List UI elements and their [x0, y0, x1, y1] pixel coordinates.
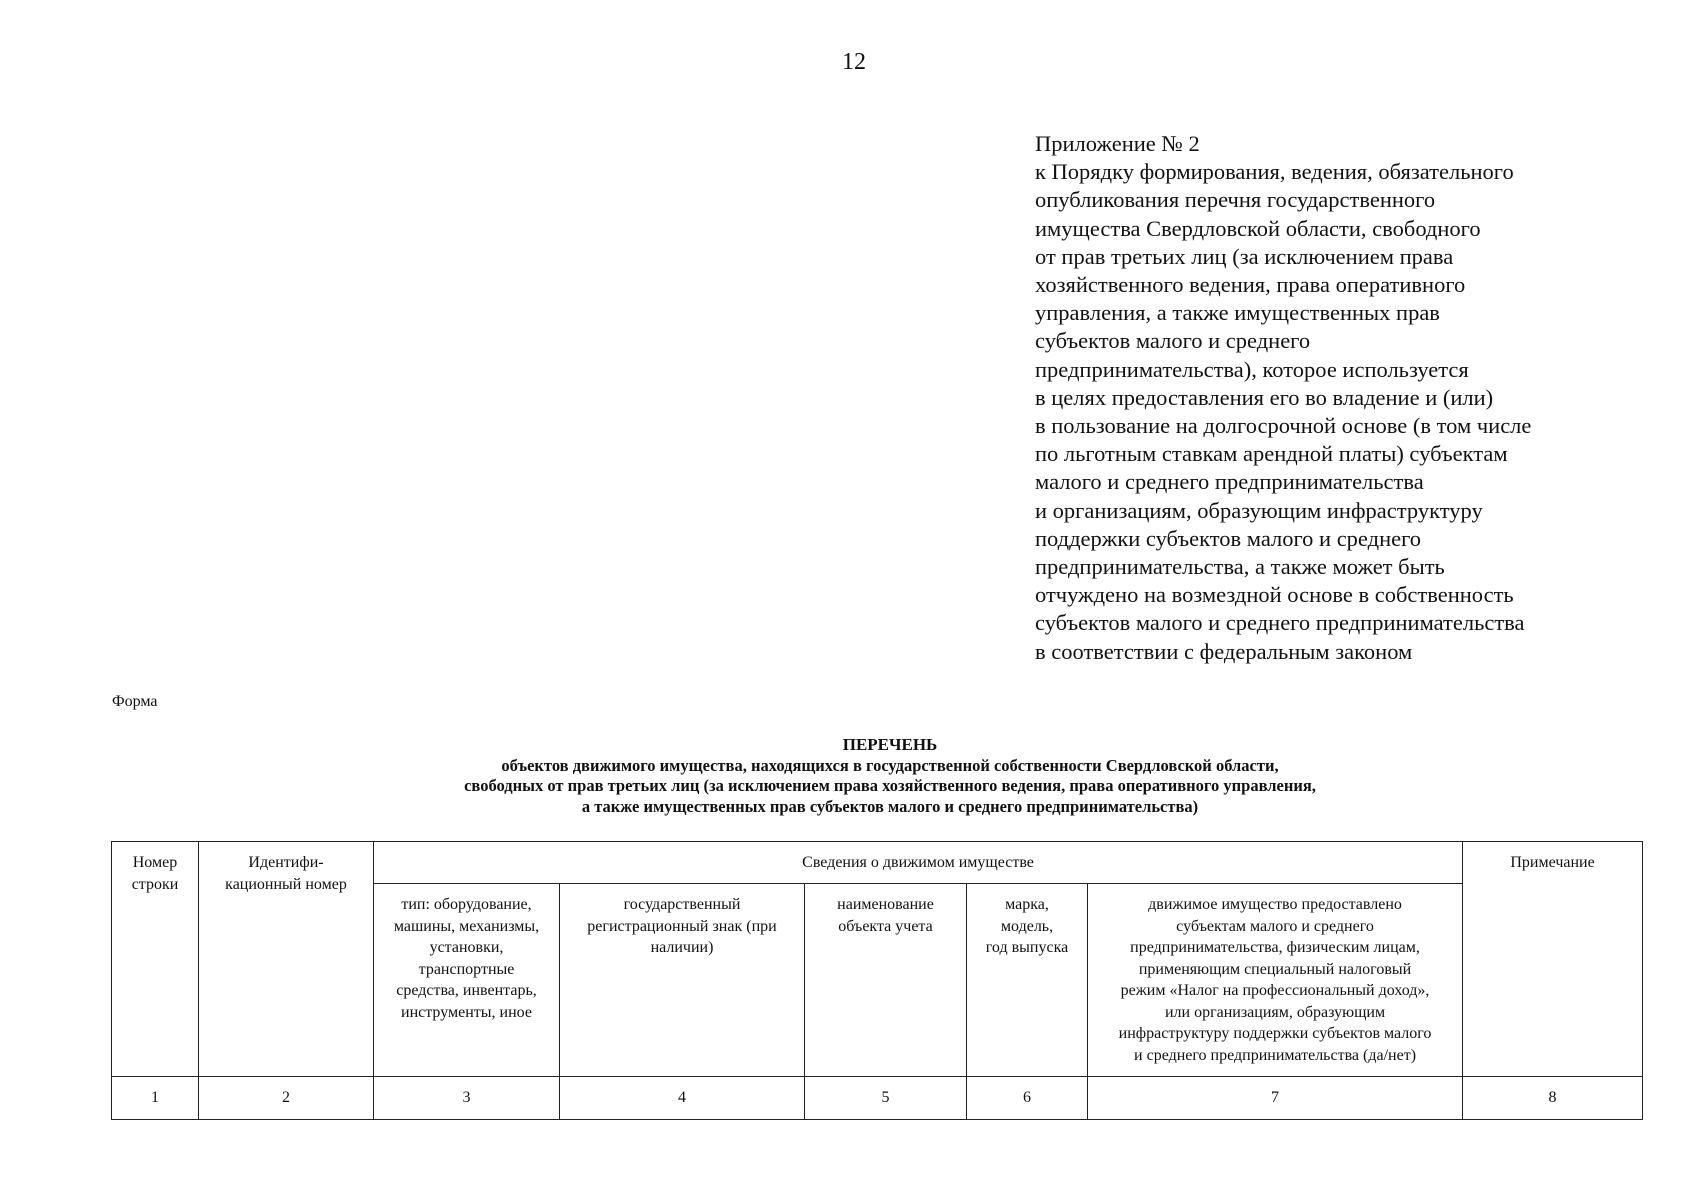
appendix-line: предпринимательства, а также может быть: [1035, 554, 1445, 580]
appendix-line: отчуждено на возмездной основе в собственность: [1035, 582, 1514, 608]
appendix-line: предпринимательства), которое используется: [1035, 356, 1469, 382]
column-number-cell: 4: [560, 1077, 805, 1120]
list-heading: ПЕРЕЧЕНЬ: [842, 735, 938, 754]
appendix-line: имущества Свердловской области, свободного: [1035, 215, 1481, 241]
table-row: [112, 1077, 1643, 1120]
column-number-cell: 6: [967, 1077, 1088, 1120]
appendix-line: к Порядку формирования, ведения, обязательного: [1035, 159, 1514, 185]
appendix-line: опубликования перечня государственного: [1035, 187, 1436, 213]
appendix-line: в целях предоставления его во владение и (или): [1035, 384, 1494, 410]
appendix-line: управления, а также имущественных прав: [1035, 300, 1440, 326]
appendix-line: хозяйственного ведения, права оперативного: [1035, 272, 1466, 298]
appendix-line: Приложение № 2: [1035, 131, 1200, 156]
header-registration-plate: государственный регистрационный знак (при наличии): [560, 884, 805, 1077]
column-number-cell: 8: [1463, 1077, 1643, 1120]
appendix-line: субъектов малого и среднего: [1035, 328, 1311, 354]
column-number-cell: 2: [199, 1077, 374, 1120]
column-number-cell: 5: [805, 1077, 967, 1120]
column-number-cell: 7: [1088, 1077, 1463, 1120]
header-row-number: Номер строки: [112, 842, 199, 1077]
movable-property-table: [111, 841, 1643, 1120]
list-title: [0, 735, 1708, 817]
appendix-header: [1035, 130, 1675, 666]
appendix-line: по льготным ставкам арендной платы) субъектам: [1035, 441, 1508, 467]
appendix-line: от прав третьих лиц (за исключением права: [1035, 243, 1454, 269]
column-number-cell: 1: [112, 1077, 199, 1120]
appendix-line: субъектов малого и среднего предпринимательства: [1035, 610, 1525, 636]
column-number-cell: 3: [374, 1077, 560, 1120]
appendix-line: в пользование на долгосрочной основе (в том числе: [1035, 413, 1532, 439]
page-number: 12: [842, 49, 866, 75]
header-provided-to: движимое имущество предоставлено субъектам малого и среднего предпринимательства, физическим лицам, применяющим специальный налоговый режим «Налог на профессиональный доход», или организациям, образующим инфраструктуру поддержки субъектов малого и среднего предпринимательства (да/нет): [1088, 884, 1463, 1077]
list-subtitle-line: свободных от прав третьих лиц (за исключением права хозяйственного ведения, права оперативного управления,: [464, 776, 1316, 795]
list-subtitle-line: объектов движимого имущества, находящихся в государственной собственности Свердловской области,: [501, 755, 1279, 775]
appendix-line: в соответствии с федеральным законом: [1035, 638, 1413, 664]
appendix-line: малого и среднего предпринимательства: [1035, 469, 1424, 495]
header-movable-property-info: Сведения о движимом имуществе: [374, 842, 1463, 884]
list-subtitle-line: а также имущественных прав субъектов малого и среднего предпринимательства): [581, 796, 1199, 816]
appendix-line: и организациям, образующим инфраструктуру: [1035, 497, 1483, 523]
form-label: Форма: [112, 693, 158, 710]
header-note: Примечание: [1463, 842, 1643, 1077]
header-object-name: наименование объекта учета: [805, 884, 967, 1077]
header-brand-model-year: марка, модель, год выпуска: [967, 884, 1088, 1077]
appendix-line: поддержки субъектов малого и среднего: [1035, 525, 1422, 551]
header-type: тип: оборудование, машины, механизмы, установки, транспортные средства, инвентарь, инструменты, иное: [374, 884, 560, 1077]
header-id-number: Идентифи- кационный номер: [199, 842, 374, 1077]
